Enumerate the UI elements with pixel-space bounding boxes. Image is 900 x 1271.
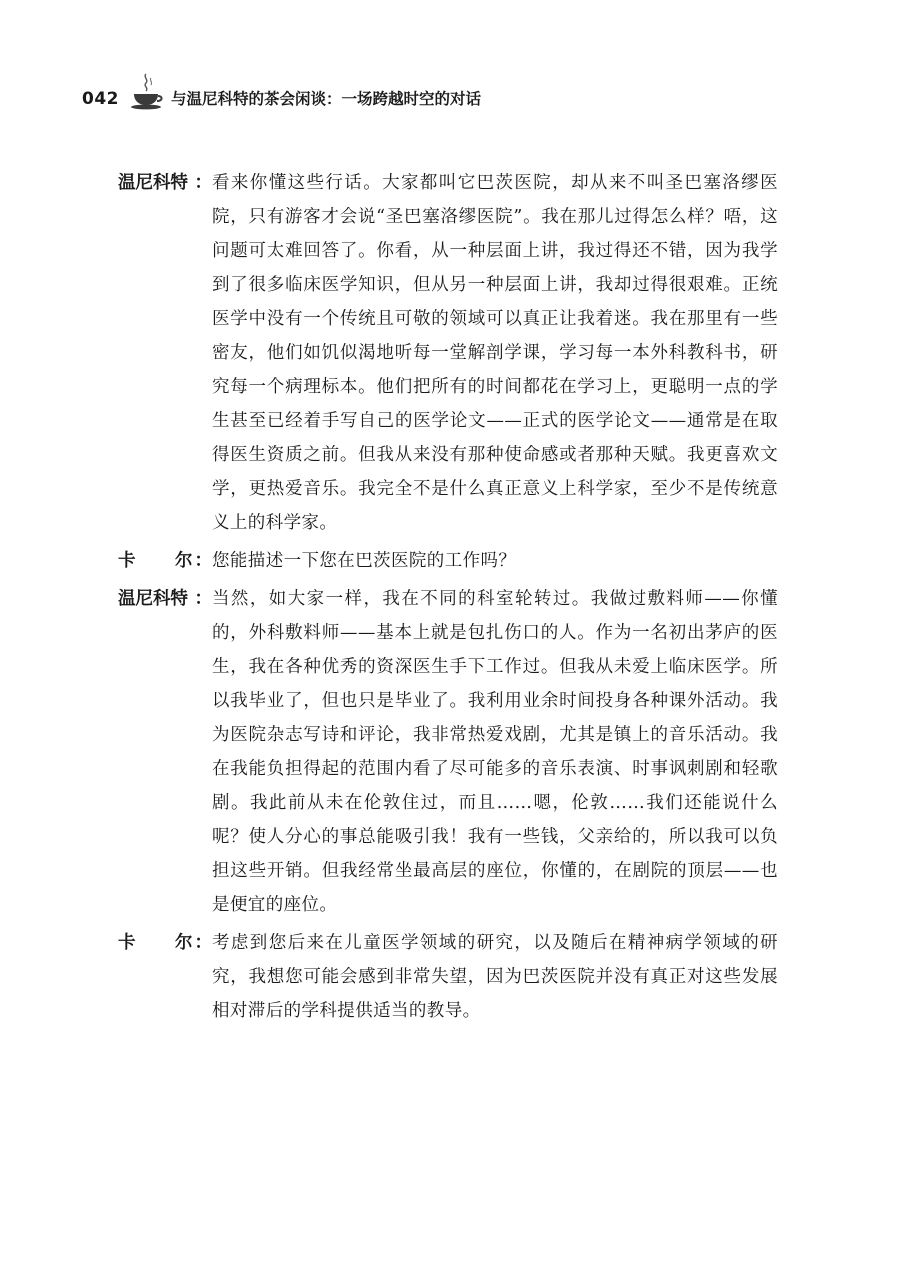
speaker-colon: ： [194, 551, 212, 571]
dialogue-body [118, 166, 778, 1032]
speaker-name [118, 926, 195, 960]
dialogue-entry [118, 926, 778, 1028]
speech-text: 您能描述一下您在巴茨医院的工作吗？ [212, 551, 517, 571]
running-title: 与温尼科特的茶会闲谈：一场跨越时空的对话 [171, 90, 482, 108]
speaker-name-char: 尔 [175, 551, 193, 571]
speech-text: 看来你懂这些行话。大家都叫它巴茨医院，却从来不叫圣巴塞洛缪医院，只有游客才会说“圣巴塞洛缪医院”。我在那儿过得怎么样？唔，这问题可太难回答了。你看，从一种层面上讲，我过得还不错，因为我学到了很多临床医学知识，但从另一种层面上讲，我却过得很艰难。正统医学中没有一个传统且可敬的领域可以真正让我着迷。我在那里有一些密友，他们如饥似渴地听每一堂解剖学课，学习每一本外科教科书，研究每一个病理标本。他们把所有的时间都花在学习上，更聪明一点的学生甚至已经着手写自己的医学论文——正式的医学论文——通常是在取得医生资质之前。但我从来没有那种使命感或者那种天赋。我更喜欢文学，更热爱音乐。我完全不是什么真正意义上科学家，至少不是传统意义上的科学家。 [212, 173, 778, 533]
speaker-name-char: 尔 [175, 933, 193, 953]
speaker-colon: ： [194, 933, 212, 953]
dialogue-entry [118, 544, 778, 578]
speaker-name [118, 544, 195, 578]
speaker-colon: ： [194, 589, 212, 609]
teacup-icon [129, 72, 165, 110]
page-header [82, 70, 481, 110]
speaker-label [118, 544, 212, 578]
speaker-name: 温尼科特 [118, 173, 188, 193]
dialogue-entry [118, 582, 778, 922]
speaker-name-char: 卡 [118, 551, 136, 571]
speaker-name-char: 卡 [118, 933, 136, 953]
dialogue-entry [118, 166, 778, 540]
speaker-label [118, 582, 212, 616]
speaker-label [118, 926, 212, 960]
speech-text: 当然，如大家一样，我在不同的科室轮转过。我做过敷料师——你懂的，外科敷料师——基本上就是包扎伤口的人。作为一名初出茅庐的医生，我在各种优秀的资深医生手下工作过。但我从未爱上临床医学。所以我毕业了，但也只是毕业了。我利用业余时间投身各种课外活动。我为医院杂志写诗和评论，我非常热爱戏剧，尤其是镇上的音乐活动。我在我能负担得起的范围内看了尽可能多的音乐表演、时事讽刺剧和轻歌剧。我此前从未在伦敦住过，而且……嗯，伦敦……我们还能说什么呢？使人分心的事总能吸引我！我有一些钱，父亲给的，所以我可以负担这些开销。但我经常坐最高层的座位，你懂的，在剧院的顶层——也是便宜的座位。 [212, 589, 778, 915]
speech-text: 考虑到您后来在儿童医学领域的研究，以及随后在精神病学领域的研究，我想您可能会感到非常失望，因为巴茨医院并没有真正对这些发展相对滞后的学科提供适当的教导。 [212, 933, 778, 1021]
speaker-colon: ： [194, 173, 212, 193]
speaker-name: 温尼科特 [118, 589, 188, 609]
speaker-label [118, 166, 212, 200]
page-number: 042 [82, 89, 119, 109]
